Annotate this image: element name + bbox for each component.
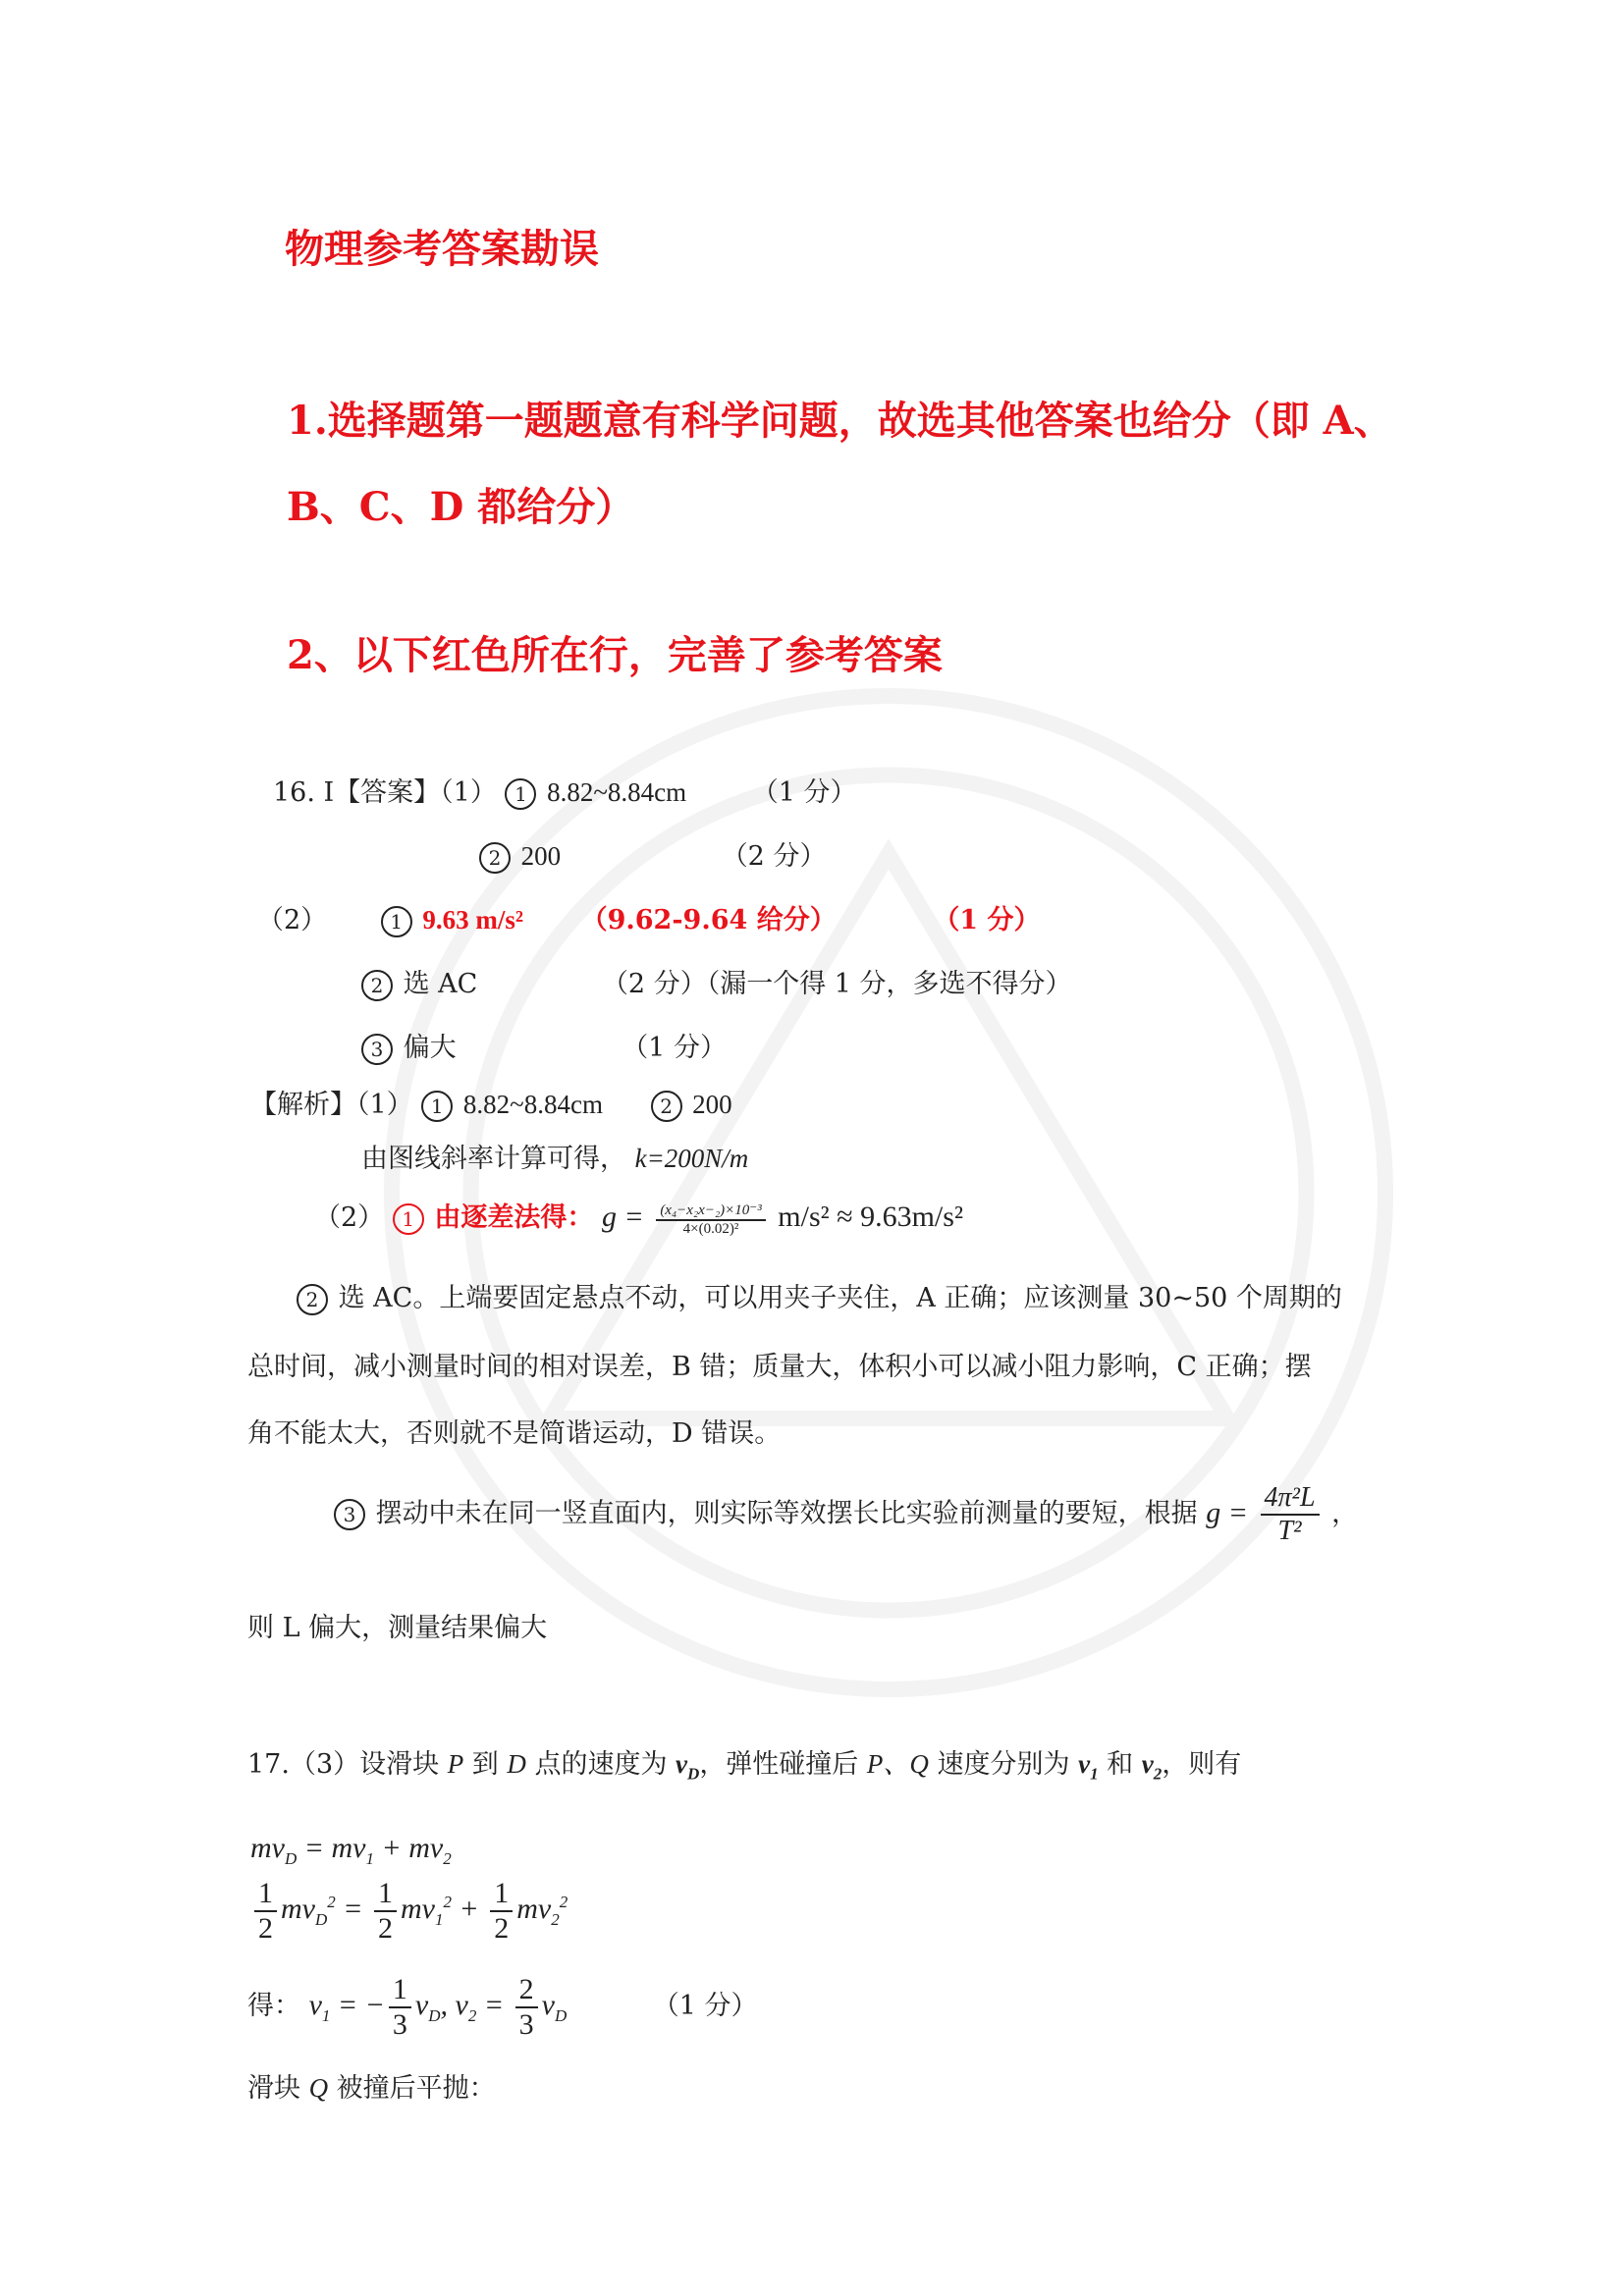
exp2-line-1 bbox=[297, 1276, 1342, 1315]
analysis-a2-value: 200 bbox=[692, 1090, 732, 1119]
q17-intro-a: 17.（3）设滑块 bbox=[247, 1749, 448, 1780]
q16-b1-value: 9.63 m/s² bbox=[422, 905, 523, 934]
var-v1: $v_1$ bbox=[1078, 1749, 1099, 1784]
circle-number-1b: 1 bbox=[381, 906, 412, 937]
q16-b3-value: 偏大 bbox=[403, 1033, 457, 1063]
slope-text: 由图线斜率计算可得， bbox=[361, 1144, 626, 1174]
circle-number-3b: 3 bbox=[334, 1499, 365, 1530]
result-label: 得： bbox=[247, 1990, 300, 2021]
exp3-line-1 bbox=[334, 1482, 1358, 1547]
q16-b2-value: 选 AC bbox=[403, 969, 478, 999]
q17-last-line bbox=[247, 2066, 496, 2105]
circle-number-2c: 2 bbox=[651, 1091, 682, 1122]
q17-last-a: 滑块 bbox=[247, 2073, 309, 2104]
result-line bbox=[247, 1973, 757, 2042]
q16-answer-line-1 bbox=[273, 771, 857, 810]
formula-g: g = bbox=[601, 1201, 644, 1233]
q16-a1-score: （1 分） bbox=[751, 777, 857, 808]
q17-intro bbox=[247, 1742, 1241, 1784]
note-1-line-1: 1.选择题第一题题意有科学问题，故选其他答案也给分（即 A、 bbox=[287, 398, 1393, 444]
exp3-line-2: 则 L 偏大，测量结果偏大 bbox=[247, 1613, 548, 1643]
q16-b1-range: （9.62-9.64 给分） bbox=[580, 905, 837, 935]
q16-b1-score: （1 分） bbox=[933, 905, 1041, 935]
circle-number-2d: 2 bbox=[297, 1284, 328, 1315]
exp3-text: 摆动中未在同一竖直面内，则实际等效摆长比实验前测量的要短，根据 bbox=[375, 1498, 1198, 1529]
formula-denominator: 4×(0.02)² bbox=[682, 1220, 739, 1237]
q16-b3-score: （1 分） bbox=[622, 1033, 727, 1063]
q17-intro-d: ，弹性碰撞后 bbox=[699, 1749, 867, 1780]
slope-formula: k=200N/m bbox=[634, 1144, 749, 1173]
exp2-line-1-text: 选 AC。上端要固定悬点不动，可以用夹子夹住，A 正确；应该测量 30~50 个周期的 bbox=[338, 1283, 1342, 1313]
exp2-line-2: 总时间，减小测量时间的相对误差，B 错；质量大，体积小可以减小阻力影响，C 正确；摆 bbox=[247, 1352, 1312, 1382]
circle-number-2b: 2 bbox=[361, 970, 393, 1001]
var-P: P bbox=[447, 1749, 464, 1779]
q16-p2-label: （2） bbox=[257, 905, 328, 935]
q17-intro-e: 速度分别为 bbox=[928, 1749, 1079, 1780]
circle-number-2: 2 bbox=[479, 842, 511, 874]
q17-intro-g: ，则有 bbox=[1162, 1749, 1242, 1780]
q17-intro-f: 和 bbox=[1098, 1749, 1142, 1780]
var-v2: $v_2$ bbox=[1141, 1749, 1163, 1784]
var-Q: Q bbox=[308, 2073, 329, 2103]
q16-part2-line-2 bbox=[361, 962, 1072, 1001]
result-formula: $v_1$ = − $\frac{1}{3}$ $v_D$, $v_2$ = $\frac{2}{3}$ $v_D$ bbox=[308, 1973, 568, 2041]
q16-a2-score: （2 分） bbox=[721, 841, 827, 872]
analysis-label: 【解析】（1） bbox=[250, 1090, 413, 1120]
energy-equation: $\frac{1}{2}$ $mv_D^2$ = $\frac{1}{2}$ $mv_1^2$ + $\frac{1}{2}$ $mv_2^2$ bbox=[250, 1877, 568, 1946]
var-PQ: P、Q bbox=[866, 1749, 929, 1779]
q16-answer-line-2 bbox=[479, 834, 826, 874]
circle-number-1: 1 bbox=[505, 778, 536, 810]
p2b-label: （2） bbox=[314, 1202, 385, 1233]
q16-a2-value: 200 bbox=[520, 841, 562, 871]
analysis-line-3 bbox=[314, 1196, 963, 1238]
circle-number-1d: 1 bbox=[393, 1203, 424, 1235]
var-D: D bbox=[507, 1749, 526, 1779]
var-vD: $v_D$ bbox=[676, 1749, 700, 1784]
q16-a1-value: 8.82~8.84cm bbox=[547, 777, 687, 807]
q16-part2-line-1 bbox=[257, 898, 1041, 937]
analysis-a1-value: 8.82~8.84cm bbox=[462, 1090, 603, 1119]
q17-intro-c: 点的速度为 bbox=[525, 1749, 676, 1780]
exp3-numerator: 4π²L bbox=[1261, 1482, 1320, 1516]
formula-fraction bbox=[656, 1201, 765, 1238]
circle-number-1c: 1 bbox=[421, 1091, 453, 1122]
q16-label: 16. Ⅰ【答案】（1） bbox=[273, 777, 497, 808]
exp3-comma: ， bbox=[1331, 1498, 1359, 1529]
note-2: 2、以下红色所在行，完善了参考答案 bbox=[287, 632, 943, 678]
q17-intro-b: 到 bbox=[463, 1749, 508, 1780]
note-1-line-2: B、C、D 都给分） bbox=[287, 484, 635, 530]
q17-last-b: 被撞后平抛： bbox=[328, 2073, 496, 2104]
circle-number-3: 3 bbox=[361, 1034, 393, 1065]
formula-result: m/s² ≈ 9.63m/s² bbox=[778, 1201, 963, 1233]
analysis-line-1 bbox=[250, 1083, 732, 1122]
q16-part2-line-3 bbox=[361, 1026, 727, 1065]
exp3-denominator: T² bbox=[1277, 1516, 1302, 1546]
formula-numerator: (x₄−x₂x−₂)×10⁻³ bbox=[656, 1201, 765, 1221]
result-score: （1 分） bbox=[652, 1990, 758, 2021]
momentum-equation: $mv_D = mv_1 + mv_2$ bbox=[250, 1832, 452, 1868]
exp2-line-3: 角不能太大，否则就不是简谐运动，D 错误。 bbox=[247, 1418, 782, 1449]
page-title: 物理参考答案勘误 bbox=[285, 226, 599, 272]
diff-method-text: 由逐差法得： bbox=[434, 1202, 594, 1233]
exp3-fraction bbox=[1261, 1482, 1320, 1547]
exp3-g: g = bbox=[1206, 1496, 1248, 1529]
analysis-line-2 bbox=[361, 1137, 748, 1175]
q16-b2-score: （2 分）（漏一个得 1 分，多选不得分） bbox=[601, 969, 1072, 999]
